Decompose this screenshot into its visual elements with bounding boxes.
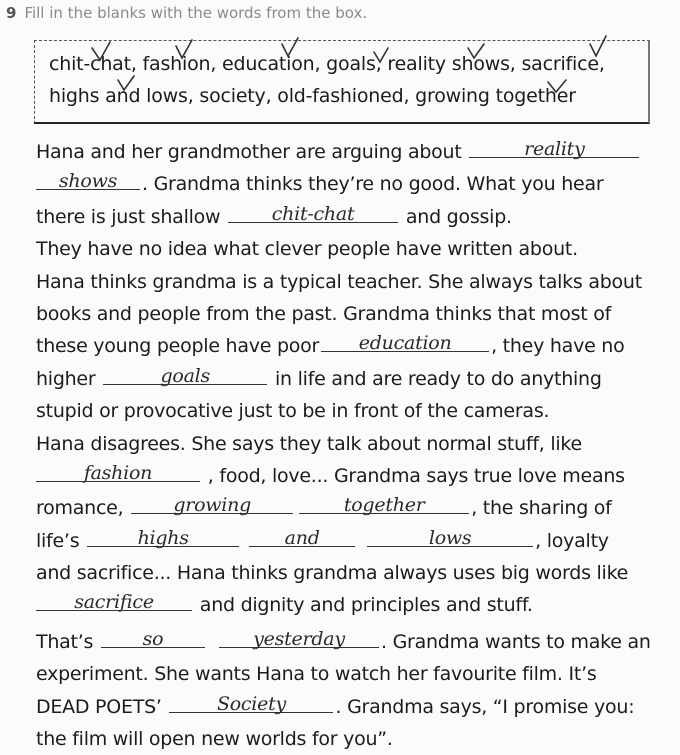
exercise-text	[36, 136, 676, 755]
text-line: stupid or provocative just to be in front of the cameras.	[36, 400, 550, 423]
exercise-header	[6, 4, 666, 24]
word-box-line-1: chit-chat, fashion, education, goals, reality shows, sacrifice,	[49, 53, 605, 75]
text-line	[36, 589, 676, 621]
text-line	[36, 691, 676, 723]
exercise-instruction: Fill in the blanks with the words from the box.	[24, 4, 368, 22]
text-line: the film will open new worlds for you”.	[36, 728, 393, 751]
answer-blank[interactable]	[36, 169, 140, 193]
answer-blank[interactable]	[36, 461, 200, 482]
handwritten-answer: goals	[160, 364, 210, 387]
answer-blank[interactable]	[228, 202, 398, 223]
text-segment: , the sharing of	[471, 497, 612, 520]
answer-blank[interactable]	[169, 692, 333, 713]
text-line: and sacrifice... Hana thinks grandma always uses big words like	[36, 562, 629, 585]
text-line: They have no idea what clever people have written about.	[36, 238, 578, 261]
text-segment: That’s	[36, 630, 94, 653]
text-line	[36, 626, 676, 658]
text-segment: in life and are ready to do anything	[275, 367, 602, 390]
text-line	[36, 363, 676, 395]
handwritten-answer: highs	[137, 526, 189, 549]
answer-blank[interactable]	[101, 627, 205, 648]
text-line	[36, 330, 676, 362]
answer-blank[interactable]	[36, 590, 192, 614]
handwritten-answer: sacrifice	[74, 591, 154, 614]
word-box-line-2: highs and lows, society, old-fashioned, growing together	[49, 85, 576, 107]
text-line	[36, 168, 676, 200]
handwritten-answer: education	[358, 332, 452, 355]
answer-blank[interactable]	[321, 331, 489, 355]
handwritten-answer: reality	[524, 138, 585, 160]
text-line	[36, 460, 676, 492]
text-segment: DEAD POETS’	[36, 695, 162, 718]
text-segment: , they have no	[491, 335, 625, 358]
text-segment: there is just shallow	[36, 205, 221, 228]
text-line	[36, 201, 676, 233]
answer-blank[interactable]	[249, 526, 355, 547]
text-line: books and people from the past. Grandma thinks that most of	[36, 302, 612, 325]
handwritten-answer: Society	[216, 692, 286, 715]
text-segment: , food, love... Grandma says true love means	[207, 464, 625, 487]
answer-blank[interactable]	[367, 526, 533, 547]
handwritten-answer: and	[284, 526, 320, 549]
handwritten-answer: fashion	[83, 461, 153, 484]
answer-blank[interactable]	[299, 493, 469, 517]
handwritten-answer: so	[142, 627, 164, 650]
word-box	[34, 40, 650, 124]
answer-blank[interactable]	[469, 137, 639, 158]
text-segment: , loyalty	[535, 529, 609, 552]
text-segment: life’s	[36, 529, 80, 552]
text-segment: . Grandma thinks they’re no good. What you hear	[142, 173, 604, 196]
text-line	[36, 525, 676, 557]
text-segment: . Grandma wants to make an	[380, 630, 651, 653]
text-segment: and dignity and principles and stuff.	[199, 594, 533, 617]
text-line: experiment. She wants Hana to watch her favourite film. It’s	[36, 663, 597, 686]
handwritten-answer: yesterday	[253, 627, 345, 650]
exercise-number: 9	[6, 4, 17, 22]
answer-blank[interactable]	[87, 526, 239, 547]
text-line: Hana disagrees. She says they talk about normal stuff, like	[36, 432, 582, 455]
text-segment: and gossip.	[405, 205, 512, 228]
text-line	[36, 136, 676, 168]
text-segment: . Grandma says, “I promise you:	[335, 695, 635, 718]
text-segment: Hana and her grandmother are arguing about	[36, 141, 462, 163]
handwritten-answer: together	[343, 494, 425, 517]
text-line: Hana thinks grandma is a typical teacher. She always talks about	[36, 270, 642, 293]
text-segment: romance,	[36, 497, 124, 520]
handwritten-answer: growing	[173, 494, 252, 517]
text-segment: higher	[36, 367, 96, 390]
handwritten-answer: lows	[428, 526, 472, 549]
answer-blank[interactable]	[219, 627, 379, 648]
handwritten-answer: chit-chat	[271, 202, 355, 225]
handwritten-answer: shows	[58, 170, 118, 193]
text-segment: these young people have poor	[36, 335, 320, 358]
answer-blank[interactable]	[103, 364, 267, 385]
text-line	[36, 492, 676, 524]
answer-blank[interactable]	[131, 493, 293, 517]
